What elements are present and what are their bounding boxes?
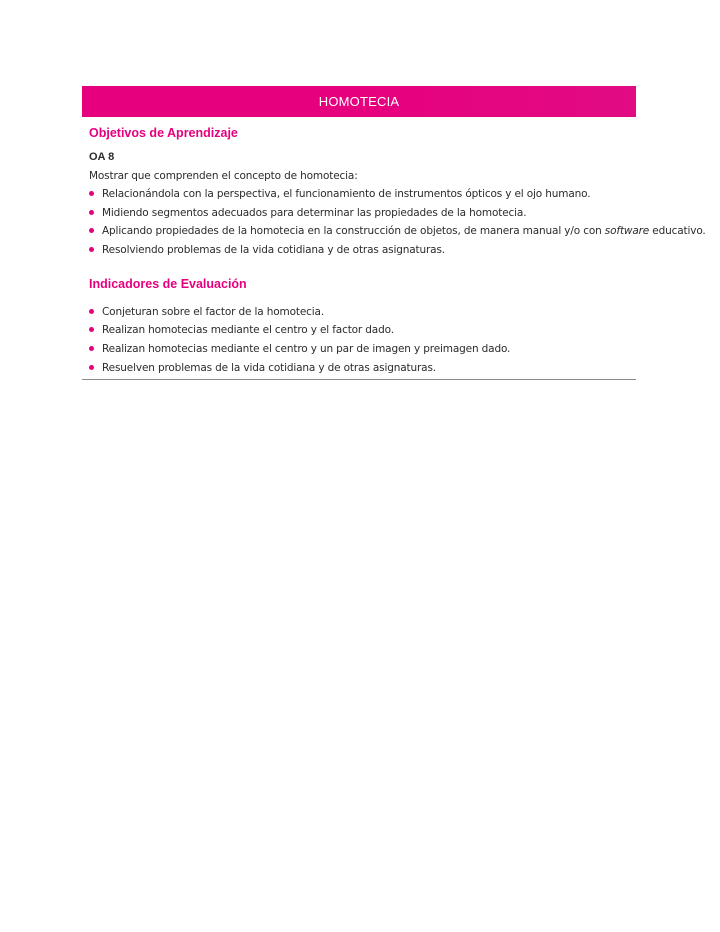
list-item-text-italic: software: [604, 225, 650, 238]
list-item-text: Resolviendo problemas de la vida cotidiana y de otras asignaturas.: [102, 243, 445, 256]
list-item-text: Conjeturan sobre el factor de la homotecia.: [102, 305, 325, 318]
list-item-text: Midiendo segmentos adecuados para determinar las propiedades de la homotecia.: [102, 206, 527, 219]
list-item-text: Realizan homotecias mediante el centro y el factor dado.: [102, 324, 394, 337]
list-item: [89, 243, 636, 257]
list-item-text: Resuelven problemas de la vida cotidiana y de otras asignaturas.: [102, 361, 436, 374]
list-item-text: Relacionándola con la perspectiva, el funcionamiento de instrumentos ópticos y el ojo humano.: [102, 188, 591, 200]
list-item: [89, 361, 636, 375]
bottom-divider: [82, 379, 636, 380]
list-item: [89, 206, 636, 220]
oa-code: OA 8: [89, 151, 115, 163]
bullet-icon: [89, 327, 94, 332]
list-item-text-after: educativo.: [649, 225, 706, 238]
list-item: [89, 342, 636, 356]
list-item: [89, 305, 636, 319]
objectives-list: [82, 187, 706, 257]
indicators-list: [82, 305, 636, 375]
list-item: [89, 323, 636, 337]
bullet-icon: [89, 210, 94, 215]
bullet-icon: [89, 346, 94, 351]
list-item: [89, 224, 706, 238]
bullet-icon: [89, 309, 94, 314]
header-bar: [82, 86, 636, 117]
list-item-text: Realizan homotecias mediante el centro y un par de imagen y preimagen dado.: [102, 342, 511, 355]
header-title: HOMOTECIA: [318, 94, 400, 109]
objectives-intro: Mostrar que comprenden el concepto de homotecia:: [89, 170, 358, 182]
bullet-icon: [89, 228, 94, 233]
indicators-heading: Indicadores de Evaluación: [89, 276, 247, 291]
bullet-icon: [89, 191, 94, 196]
bullet-icon: [89, 365, 94, 370]
list-item-text-before: Aplicando propiedades de la homotecia en la construcción de objetos, de manera manual y/o con: [102, 225, 605, 238]
objectives-heading: Objetivos de Aprendizaje: [89, 126, 238, 140]
list-item: [89, 187, 636, 201]
bullet-icon: [89, 247, 94, 252]
document-page: [82, 86, 706, 380]
